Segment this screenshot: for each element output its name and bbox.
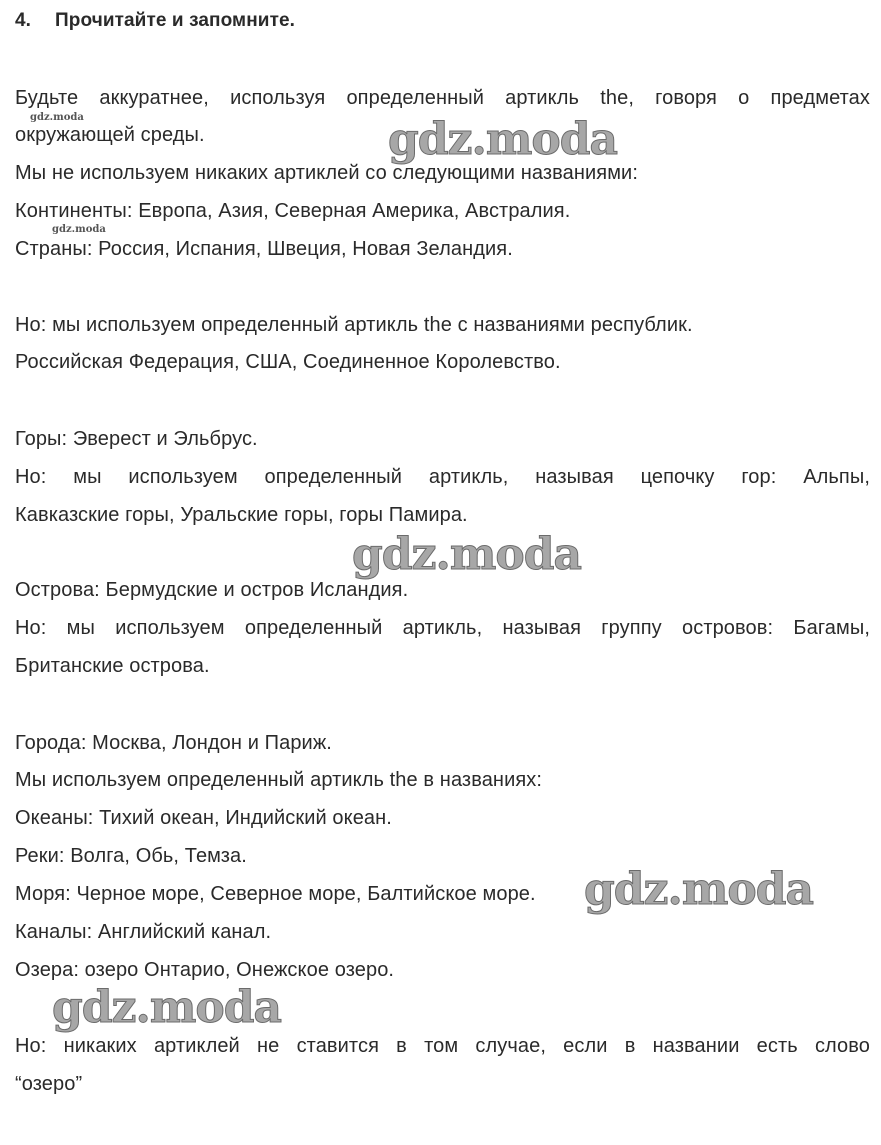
text-line-14: Города: Москва, Лондон и Париж. [15, 732, 332, 754]
text-line-22: “озеро” [15, 1073, 83, 1095]
text-line-19: Каналы: Английский канал. [15, 921, 272, 943]
text-line-4: Континенты: Европа, Азия, Северная Америка, Австралия. [15, 200, 571, 222]
text-line-21: Но: никаких артиклей не ставится в том случае, если в названии есть слово [15, 1035, 870, 1057]
watermark-logo: gdz.moda [352, 529, 582, 580]
text-line-9: Но: мы используем определенный артикль, называя цепочку гор: Альпы, [15, 466, 870, 488]
text-line-17: Реки: Волга, Обь, Темза. [15, 845, 247, 867]
watermark-small: gdz.moda [30, 112, 84, 123]
text-line-13: Британские острова. [15, 655, 210, 677]
text-line-2: окружающей среды. [15, 124, 205, 146]
exercise-title: Прочитайте и запомните. [55, 10, 296, 31]
text-line-1: Будьте аккуратнее, используя определенный артикль the, говоря о предметах [15, 87, 870, 109]
text-line-18: Моря: Черное море, Северное море, Балтийское море. [15, 883, 536, 905]
watermark-logo: gdz.moda [584, 864, 814, 915]
text-line-6: Но: мы используем определенный артикль the с названиями республик. [15, 314, 693, 336]
text-line-20: Озера: озеро Онтарио, Онежское озеро. [15, 959, 395, 981]
text-line-16: Океаны: Тихий океан, Индийский океан. [15, 807, 392, 829]
watermark-logo: gdz.moda [388, 114, 618, 165]
exercise-number: 4. [15, 10, 32, 31]
text-line-3: Мы не используем никаких артиклей со следующими названиями: [15, 162, 638, 184]
exercise-heading [15, 9, 870, 33]
text-line-8: Горы: Эверест и Эльбрус. [15, 428, 258, 450]
text-line-7: Российская Федерация, США, Соединенное Королевство. [15, 351, 561, 373]
text-line-11: Острова: Бермудские и остров Исландия. [15, 579, 409, 601]
watermark-small: gdz.moda [52, 224, 106, 235]
text-line-10: Кавказские горы, Уральские горы, горы Памира. [15, 504, 468, 526]
watermark-logo: gdz.moda [52, 982, 282, 1033]
text-line-12: Но: мы используем определенный артикль, называя группу островов: Багамы, [15, 617, 870, 639]
text-line-5: Страны: Россия, Испания, Швеция, Новая Зеландия. [15, 238, 513, 260]
text-line-15: Мы используем определенный артикль the в названиях: [15, 769, 543, 791]
